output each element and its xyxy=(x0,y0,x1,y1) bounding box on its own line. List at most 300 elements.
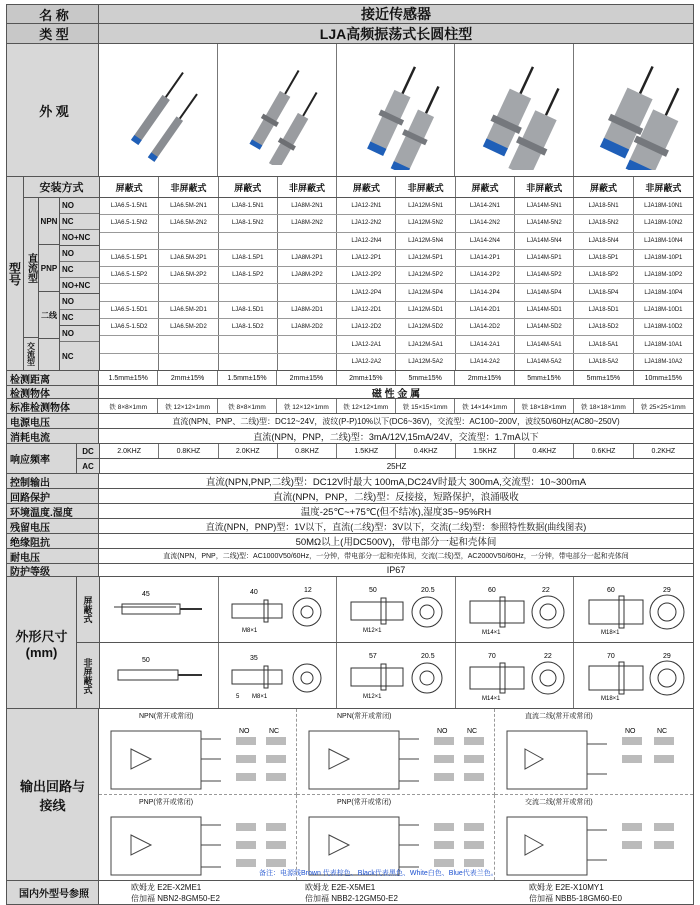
distance-cells xyxy=(99,371,693,385)
nc-label: NC xyxy=(657,728,668,735)
dim-drawing-18-shield xyxy=(574,577,693,642)
thread-label: M8×1 xyxy=(242,628,258,634)
dim-label: 45 xyxy=(141,591,150,598)
wiring-npn-title: NPN(常开或常闭) xyxy=(139,713,194,720)
env-label: 环境温度.湿度 xyxy=(7,504,99,518)
model-number-cell: LJA18-5D1 xyxy=(574,302,633,318)
wiring-npn-2 xyxy=(297,709,495,795)
current-value: 直流(NPN，PNP，二线)型：3mA/12V,15mA/24V，交流型：1.7mA以下 xyxy=(253,431,539,442)
install-type-cell: 屏蔽式 xyxy=(100,177,159,197)
detect-distance-cell: 5mm±15% xyxy=(574,371,633,385)
detect-distance-cell: 5mm±15% xyxy=(396,371,455,385)
model-number-cell xyxy=(100,354,159,370)
dim-label: 50 xyxy=(368,587,377,594)
ref-label: 国内外型号参照 xyxy=(7,881,99,904)
withstand-label: 耐电压 xyxy=(7,549,99,563)
model-number-cell: LJA14M-5P4 xyxy=(515,284,574,300)
ip-row xyxy=(6,564,694,577)
distance-row xyxy=(6,371,694,386)
model-number-cell: LJA8M-2D1 xyxy=(278,302,337,318)
object-label: 检测物体 xyxy=(7,386,99,398)
dim-label: 22 xyxy=(541,587,550,594)
std-object-cell: 铁 8×8×1mm xyxy=(99,399,158,413)
voltage-row xyxy=(6,414,694,429)
ref-model: E2E-X10MY1 xyxy=(555,882,604,892)
type-label: 类 型 xyxy=(7,24,99,43)
product-name: 接近传感器 xyxy=(361,6,431,22)
model-row xyxy=(100,250,693,267)
ref-model: NBB5-18GM60-E0 xyxy=(555,893,622,903)
model-number-cell: LJA14-2D1 xyxy=(456,302,515,318)
model-row xyxy=(100,215,693,232)
model-number-cell: LJA12M-5N4 xyxy=(396,233,455,249)
npn-label: NPN xyxy=(39,198,59,245)
model-number-cell: LJA14M-5A1 xyxy=(515,336,574,352)
model-number-cell: LJA18-5P1 xyxy=(574,250,633,266)
output-type-labels xyxy=(60,198,99,370)
withstand-row xyxy=(6,549,694,564)
sensor-image-14 xyxy=(455,44,574,176)
nc-label: NC xyxy=(269,728,280,735)
model-number-cell: LJA14-2N1 xyxy=(456,198,515,214)
model-number-cell: LJA8-1.5N1 xyxy=(219,198,278,214)
model-number-cell: LJA12-2D2 xyxy=(337,319,396,335)
model-number-cell: LJA8M-2D2 xyxy=(278,319,337,335)
model-number-cell: LJA14M-5D2 xyxy=(515,319,574,335)
model-number-cell xyxy=(219,233,278,249)
title-row xyxy=(6,4,694,24)
model-number-cell: LJA12M-5D2 xyxy=(396,319,455,335)
std-object-cell: 铁 14×14×1mm xyxy=(455,399,514,413)
model-row xyxy=(100,284,693,301)
ref-brand: 欧姆龙 xyxy=(131,882,155,892)
name-label: 名 称 xyxy=(7,5,99,23)
appearance-row xyxy=(6,44,694,177)
dimension-row xyxy=(6,577,694,709)
wiring-npn xyxy=(99,709,297,795)
detect-distance-cell: 2mm±15% xyxy=(158,371,217,385)
detect-distance-cell: 1.5mm±15% xyxy=(99,371,158,385)
ref-brand: 倍加福 xyxy=(131,893,155,903)
out-type-2w-no: NO xyxy=(60,294,99,310)
ref-model: E2E-X2ME1 xyxy=(157,882,202,892)
install-type-cell: 屏蔽式 xyxy=(456,177,515,197)
dim-label: 70 xyxy=(606,653,615,660)
object-row xyxy=(6,386,694,399)
dim-drawing-8-shield xyxy=(219,577,338,642)
detect-distance-cell: 2mm±15% xyxy=(277,371,336,385)
model-number-cell: LJA12-2A1 xyxy=(337,336,396,352)
model-number-cell: LJA12-2N2 xyxy=(337,215,396,231)
model-number-cell xyxy=(278,233,337,249)
model-number-cell: LJA12M-5A2 xyxy=(396,354,455,370)
out-type-ac-no: NO xyxy=(60,326,99,342)
model-rows xyxy=(100,198,693,370)
appearance-images xyxy=(99,44,693,176)
std-object-cell: 铁 12×12×1mm xyxy=(277,399,336,413)
model-number-cell: LJA14-2P1 xyxy=(456,250,515,266)
model-number-cell xyxy=(100,336,159,352)
install-type-cell: 非屏蔽式 xyxy=(159,177,218,197)
install-type-cell: 屏蔽式 xyxy=(574,177,633,197)
model-number-cell: LJA14M-5P1 xyxy=(515,250,574,266)
wiring-ac2 xyxy=(495,795,693,881)
detect-distance-cell: 1.5mm±15% xyxy=(218,371,277,385)
model-number-cell xyxy=(278,354,337,370)
model-number-cell xyxy=(159,233,218,249)
wiring-ac2-title: 交流二线(常开或常闭) xyxy=(525,798,593,806)
model-number-cell: LJA6.5-1.5N2 xyxy=(100,215,159,231)
model-number-cell: LJA18M-10D1 xyxy=(644,306,683,313)
current-label: 消耗电流 xyxy=(7,429,99,443)
model-number-cell: LJA8-1.5P1 xyxy=(219,250,278,266)
model-number-cell: LJA8M-2P1 xyxy=(278,250,337,266)
dim-drawing-12-shield xyxy=(337,577,456,642)
dims-shield-label: 屏蔽式 xyxy=(77,577,99,643)
install-type-cell: 屏蔽式 xyxy=(337,177,396,197)
model-row xyxy=(100,319,693,336)
model-number-cell xyxy=(278,284,337,300)
dim-label: 70 xyxy=(487,653,496,660)
model-number-cell: LJA12-2P1 xyxy=(337,250,396,266)
model-tree xyxy=(24,198,99,370)
product-type: LJA高频振荡式长圆柱型 xyxy=(319,25,473,42)
model-number-cell: LJA6.5M-2N2 xyxy=(159,215,218,231)
dim-drawing-6-5-shield xyxy=(100,577,219,642)
thread-label: M12×1 xyxy=(362,628,382,634)
dim-drawing-18-unshield xyxy=(574,643,693,708)
model-row xyxy=(100,336,693,353)
wiring-note: 备注：电源线Brown 代表棕色、Black代表黑色、White白色、Blue代表兰色。 xyxy=(259,870,498,877)
out-type-npn-no: NO xyxy=(60,198,99,214)
response-freq-cell: 2.0KHZ xyxy=(100,444,159,458)
model-number-cell: LJA18M-10A2 xyxy=(644,358,683,365)
response-freq-cell: 0.8KHZ xyxy=(278,444,337,458)
model-number-cell: LJA14-2A1 xyxy=(456,336,515,352)
model-number-cell: LJA18-5N2 xyxy=(574,215,633,231)
detect-distance-cell: 2mm±15% xyxy=(455,371,514,385)
model-number-cell: LJA14M-5A2 xyxy=(515,354,574,370)
dim-label: 29 xyxy=(662,587,671,594)
wiring-npn2-title: NPN(常开或常闭) xyxy=(337,713,392,720)
wiring-pnp2-title: PNP(常开或常闭) xyxy=(337,798,392,806)
std-object-cell: 铁 8×8×1mm xyxy=(218,399,277,413)
dims-shield-drawings xyxy=(100,577,693,643)
model-number-cell: LJA6.5M-2N1 xyxy=(159,198,218,214)
freq-label: 响应频率 xyxy=(7,444,77,473)
model-number-cell: LJA14-2P4 xyxy=(456,284,515,300)
env-value: 温度-25℃~+75℃(但不结冰),湿度35~95%RH xyxy=(300,507,492,518)
model-number-cell: LJA12M-5N1 xyxy=(396,198,455,214)
nc-label: NC xyxy=(467,728,478,735)
model-number-cell: LJA18-5N4 xyxy=(574,233,633,249)
thread-label: M8×1 xyxy=(252,694,268,700)
std-object-row xyxy=(6,399,694,414)
model-number-cell: LJA12-2N1 xyxy=(337,198,396,214)
out-type-ac-nc: NC xyxy=(62,351,74,361)
std-object-cell: 铁 15×15×1mm xyxy=(396,399,455,413)
model-number-cell: LJA6.5M-2P1 xyxy=(159,250,218,266)
dim-label: 35 xyxy=(250,655,259,662)
no-label: NO xyxy=(437,728,448,735)
model-number-cell: LJA8-1.5N2 xyxy=(219,215,278,231)
model-number-cell: LJA12-2D1 xyxy=(337,302,396,318)
model-number-cell: LJA6.5M-2D2 xyxy=(159,319,218,335)
dc-label: 直流型 xyxy=(24,198,38,338)
model-number-cell: LJA14-2N4 xyxy=(456,233,515,249)
model-number-cell: LJA14-2P2 xyxy=(456,267,515,283)
dim-drawing-8-unshield xyxy=(219,643,338,708)
dims-unshield-drawings xyxy=(100,643,693,708)
install-type-cell: 非屏蔽式 xyxy=(396,177,455,197)
thread-label: M12×1 xyxy=(362,694,382,700)
response-freq-cell: 1.5KHZ xyxy=(337,444,396,458)
thread-label: M18×1 xyxy=(600,630,620,636)
model-number-cell: LJA14M-5N1 xyxy=(515,198,574,214)
model-number-cell: LJA8M-2N1 xyxy=(278,198,337,214)
model-number-cell: LJA14-2N2 xyxy=(456,215,515,231)
model-number-cell: LJA12M-5P4 xyxy=(396,284,455,300)
model-number-cell: LJA6.5-1.5N1 xyxy=(100,198,159,214)
model-number-cell xyxy=(278,336,337,352)
out-type-pnp-nonc: NO+NC xyxy=(60,278,99,294)
protect-label: 回路保护 xyxy=(7,489,99,503)
voltage-label: 电源电压 xyxy=(7,414,99,428)
detect-distance-cell: 10mm±15% xyxy=(644,374,682,382)
model-number-cell xyxy=(159,354,218,370)
model-number-cell xyxy=(219,354,278,370)
ip-label: 防护等级 xyxy=(7,564,99,576)
model-number-cell: LJA18M-10A1 xyxy=(644,341,683,348)
model-row xyxy=(100,267,693,284)
model-number-cell: LJA12-2P2 xyxy=(337,267,396,283)
dimension-label: 外形尺寸(mm) xyxy=(7,577,77,708)
out-type-npn-nc: NC xyxy=(60,214,99,230)
model-number-cell xyxy=(100,284,159,300)
spec-sheet xyxy=(6,4,694,905)
model-number-cell: LJA14-2A2 xyxy=(456,354,515,370)
model-number-cell: LJA12-2P4 xyxy=(337,284,396,300)
no-label: NO xyxy=(239,728,250,735)
model-number-cell: LJA18M-10N4 xyxy=(644,237,683,244)
dim-label: 20.5 xyxy=(420,587,435,594)
install-row xyxy=(100,177,693,198)
type-row xyxy=(6,24,694,44)
ref-brand: 倍加福 xyxy=(529,893,553,903)
model-number-cell xyxy=(159,336,218,352)
dim-label: 60 xyxy=(606,587,615,594)
distance-label: 检测距离 xyxy=(7,371,99,385)
withstand-value: 直流(NPN，PNP，二线)型：AC1000V50/60Hz，一分钟，带电部分一起和壳体间，交流(二线)型，AC2000V50/60Hz，一分钟，带电部分一起和壳体间 xyxy=(163,553,629,560)
response-freq-cell: 0.6KHZ xyxy=(574,444,633,458)
model-number-cell: LJA8-1.5P2 xyxy=(219,267,278,283)
model-number-cell: LJA8M-2P2 xyxy=(278,267,337,283)
thread-label: M14×1 xyxy=(481,630,501,636)
model-number-cell: LJA12-2A2 xyxy=(337,354,396,370)
out-type-pnp-no: NO xyxy=(60,246,99,262)
model-number-cell: LJA18-5A1 xyxy=(574,336,633,352)
model-number-cell: LJA6.5M-2D1 xyxy=(159,302,218,318)
model-number-cell: LJA18M-10P4 xyxy=(644,289,683,296)
dims-unshield-label: 非屏蔽式 xyxy=(82,657,93,694)
ref-row xyxy=(6,881,694,905)
model-number-cell: LJA6.5-1.5P1 xyxy=(100,250,159,266)
sensor-image-12 xyxy=(337,44,456,176)
ref-model: NBB2-12GM50-E2 xyxy=(331,893,398,903)
wiring-diagrams xyxy=(99,709,693,880)
ref-brand: 倍加福 xyxy=(305,893,329,903)
dim-drawing-12-unshield xyxy=(337,643,456,708)
std-object-cell: 铁 12×12×1mm xyxy=(337,399,396,413)
install-type-cell: 屏蔽式 xyxy=(219,177,278,197)
model-number-cell: LJA18M-10D2 xyxy=(644,324,683,331)
model-number-cell: LJA12M-5A1 xyxy=(396,336,455,352)
dim-label: 29 xyxy=(662,653,671,660)
residual-label: 残留电压 xyxy=(7,519,99,533)
std-object-cell: 铁 18×18×1mm xyxy=(574,399,633,413)
std-object-cell: 铁 12×12×1mm xyxy=(158,399,217,413)
model-number-cell: LJA18M-10P1 xyxy=(644,255,683,262)
model-number-cell: LJA14M-5N4 xyxy=(515,233,574,249)
ref-brand: 欧姆龙 xyxy=(529,882,553,892)
model-table xyxy=(100,177,693,370)
model-number-cell: LJA14M-5N2 xyxy=(515,215,574,231)
model-number-cell: LJA8-1.5D2 xyxy=(219,319,278,335)
freq-ac-label: AC xyxy=(82,461,94,471)
wiring-label: 输出回路与接线 xyxy=(7,709,99,880)
out-type-npn-nonc: NO+NC xyxy=(60,230,99,246)
residual-row xyxy=(6,519,694,534)
model-row xyxy=(100,302,693,319)
model-number-cell: LJA12M-5D1 xyxy=(396,302,455,318)
two-wire-label: 二线 xyxy=(39,292,59,339)
wiring-dc2 xyxy=(495,709,693,795)
thread-label: M18×1 xyxy=(600,696,620,702)
output-value: 直流(NPN,PNP,二线)型：DC12V时最大 100mA,DC24V时最大 300mA,交流型：10~300mA xyxy=(205,477,587,488)
freq-row xyxy=(6,444,694,474)
model-number-cell: LJA12-2N4 xyxy=(337,233,396,249)
install-type-cell: 非屏蔽式 xyxy=(645,182,682,193)
response-freq-cell: 0.4KHZ xyxy=(396,444,455,458)
model-number-cell: LJA8M-2N2 xyxy=(278,215,337,231)
current-row xyxy=(6,429,694,444)
model-number-cell: LJA12M-5N2 xyxy=(396,215,455,231)
model-number-cell: LJA14M-5D1 xyxy=(515,302,574,318)
std-object-cells xyxy=(99,399,693,413)
model-number-cell: LJA6.5M-2P2 xyxy=(159,267,218,283)
dim-label: 22 xyxy=(543,653,552,660)
detect-distance-cell: 2mm±15% xyxy=(337,371,396,385)
model-number-cell: LJA18-5A2 xyxy=(574,354,633,370)
ref-model: E2E-X5ME1 xyxy=(331,882,376,892)
response-freq-cell: 0.4KHZ xyxy=(515,444,574,458)
model-number-cell: LJA6.5-1.5D2 xyxy=(100,319,159,335)
model-number-cell: LJA18-5P4 xyxy=(574,284,633,300)
model-number-cell xyxy=(219,336,278,352)
model-number-cell: LJA6.5-1.5P2 xyxy=(100,267,159,283)
output-row xyxy=(6,474,694,489)
response-freq-cell: 0.2KHZ xyxy=(651,447,676,455)
sensor-image-18 xyxy=(574,44,693,176)
model-number-cell: LJA12M-5P1 xyxy=(396,250,455,266)
model-number-cell: LJA18M-10N1 xyxy=(644,203,683,210)
model-number-cell: LJA14-2D2 xyxy=(456,319,515,335)
model-number-cell: LJA14M-5P2 xyxy=(515,267,574,283)
thread-label: M14×1 xyxy=(481,696,501,702)
dim-label: 20.5 xyxy=(420,653,435,660)
model-sublabels xyxy=(24,177,99,370)
ac-label: 交流型 xyxy=(26,342,36,366)
model-row xyxy=(100,233,693,250)
detect-distance-cell: 5mm±15% xyxy=(515,371,574,385)
model-number-cell xyxy=(219,284,278,300)
env-row xyxy=(6,504,694,519)
response-freq-cell: 2.0KHZ xyxy=(219,444,278,458)
dim-label: 12 xyxy=(304,587,313,594)
response-freq-cell: 1.5KHZ xyxy=(456,444,515,458)
freq-dc-cells xyxy=(100,444,693,459)
install-type-cell: 非屏蔽式 xyxy=(278,177,337,197)
dim-drawing-14-unshield xyxy=(456,643,575,708)
freq-ac-value: 25HZ xyxy=(386,461,407,471)
ref-model: NBN2-8GM50-E2 xyxy=(157,893,220,903)
model-number-cell xyxy=(159,284,218,300)
model-number-cell: LJA18-5D2 xyxy=(574,319,633,335)
protect-row xyxy=(6,489,694,504)
ip-value: IP67 xyxy=(386,565,406,575)
model-number-cell: LJA12M-5P2 xyxy=(396,267,455,283)
dim-label: 57 xyxy=(368,653,377,660)
wiring-dc2-title: 直流二线(常开或常闭) xyxy=(525,713,593,720)
model-row xyxy=(100,354,693,370)
dim-label: 50 xyxy=(141,657,150,664)
model-labels xyxy=(7,177,100,370)
model-number-cell: LJA18-5N1 xyxy=(574,198,633,214)
sensor-image-6-5 xyxy=(99,44,218,176)
install-label: 安装方式 xyxy=(24,177,99,198)
appearance-label: 外 观 xyxy=(7,44,99,176)
dim-drawing-6-5-unshield xyxy=(100,643,219,708)
sensor-image-8 xyxy=(218,44,337,176)
insulation-label: 绝缘阻抗 xyxy=(7,534,99,548)
dim-label: 40 xyxy=(250,589,259,596)
model-number-cell xyxy=(100,233,159,249)
wiring-pnp-title: PNP(常开或常闭) xyxy=(139,798,194,806)
model-label: 型号 xyxy=(7,177,24,370)
std-object-cell: 铁 18×18×1mm xyxy=(515,399,574,413)
model-number-cell: LJA18-5P2 xyxy=(574,267,633,283)
std-object-label: 标准检测物体 xyxy=(7,399,99,413)
response-freq-cell: 0.8KHZ xyxy=(159,444,218,458)
model-block xyxy=(6,177,694,371)
model-number-cell: LJA6.5-1.5D1 xyxy=(100,302,159,318)
model-row xyxy=(100,198,693,215)
std-object-cell: 铁 25×25×1mm xyxy=(640,403,686,411)
model-number-cell: LJA8-1.5D1 xyxy=(219,302,278,318)
model-number-cell: LJA18M-10P2 xyxy=(644,272,683,279)
out-type-2w-nc: NC xyxy=(60,310,99,326)
no-label: NO xyxy=(625,728,636,735)
insulation-value: 50MΩ以上(用DC500V)，带电部分一起和壳体间 xyxy=(295,537,497,548)
output-label: 控制输出 xyxy=(7,474,99,488)
object-value: 磁 性 金 属 xyxy=(371,388,421,400)
dim-drawing-14-shield xyxy=(456,577,575,642)
wiring-row xyxy=(6,709,694,881)
insulation-row xyxy=(6,534,694,549)
voltage-value: 直流(NPN、PNP、二线)型：DC12~24V，波纹(P-P)10%以下(DC6~36V)，交流型：AC100~200V，波纹50/60Hz(AC80~250V) xyxy=(172,416,620,426)
residual-value: 直流(NPN，PNP)型：1V以下，直流(二线)型：3V以下，交流(二线)型：参照特性数据(曲线图表) xyxy=(205,521,587,532)
protect-value: 直流(NPN，PNP，二线)型：反接接，短路保护，浪涌吸收 xyxy=(273,492,519,503)
